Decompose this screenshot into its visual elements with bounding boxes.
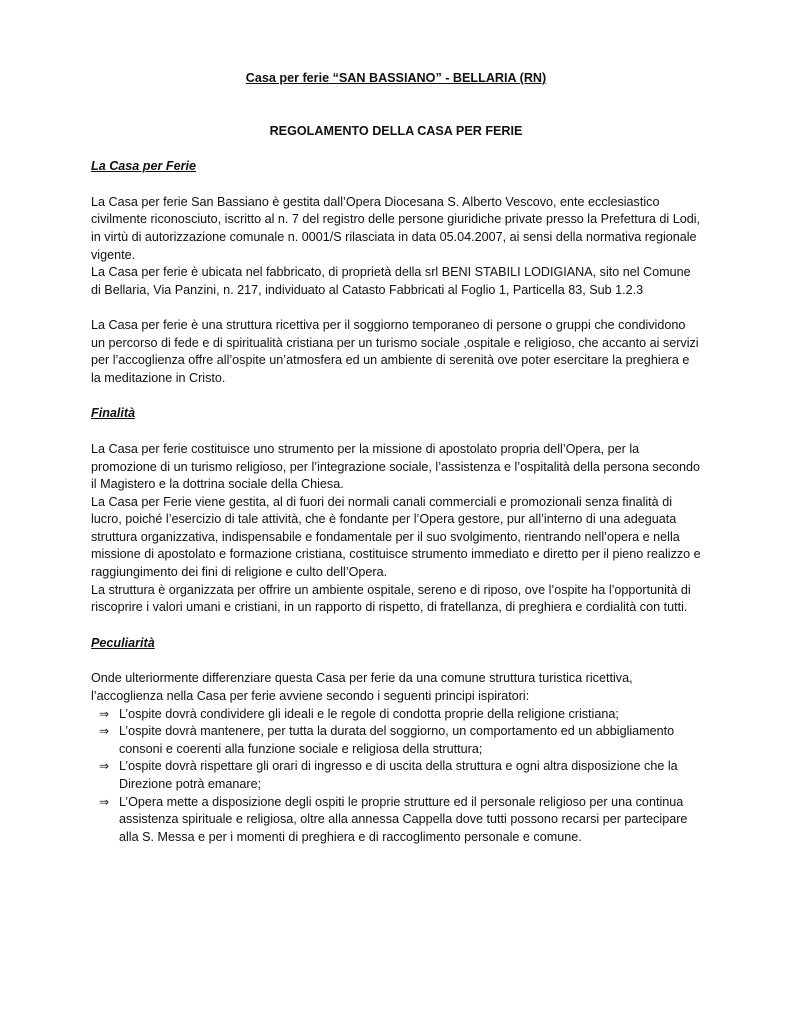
paragraph: La struttura è organizzata per offrire un ambiente ospitale, sereno e di riposo, ove l’ospite ha l’opportunità di riscoprire i valori umani e cristiani, in un rapporto di rispetto, di fratellanza, di preghiera e cordialità con tutti. [91, 582, 691, 615]
arrow-right-icon: ⇒ [99, 759, 110, 774]
section-finalita [91, 405, 701, 617]
section-casa [91, 158, 701, 387]
paragraph: La Casa per Ferie viene gestita, al di fuori dei normali canali commerciali e promozionali senza finalità di lucro, poiché l’esercizio di tale attività, che è fondante per l’Opera gestore, pur all’interno di una adeguata struttura organizzativa, indispensabile e fondamentale per il suo svolgimento, rientrando nell’opera e nella missione di apostolato e formazione cristiana, costituisce strumento immediato e diretto per il pieno realizzo e raggiungimento dei fini di religione e culto dell’Opera. [91, 494, 701, 580]
list-item [91, 706, 701, 724]
list-item-text: L’ospite dovrà condividere gli ideali e le regole di condotta proprie della religione cristiana; [119, 706, 619, 721]
document-subtitle: REGOLAMENTO DELLA CASA PER FERIE [269, 123, 523, 138]
list-item [91, 723, 701, 758]
list-item [91, 758, 701, 793]
arrow-right-icon: ⇒ [99, 724, 110, 739]
list-item-text: L’ospite dovrà mantenere, per tutta la durata del soggiorno, un comportamento ed un abbigliamento consoni e coerenti alla funzione sociale e religiosa della struttura; [119, 724, 675, 756]
paragraph: Onde ulteriormente differenziare questa Casa per ferie da una comune struttura turistica ricettiva, l’accoglienza nella Casa per ferie avviene secondo i seguenti principi ispiratori: [91, 671, 633, 704]
list-item-text: L’Opera mette a disposizione degli ospiti le proprie strutture ed il personale religioso per una continua assistenza spirituale e religiosa, oltre alla annessa Cappella dove tutti possono recarsi per partecipare alla S. Messa e per i momenti di preghiera e di raccoglimento personale e comune. [119, 794, 688, 844]
document-page [91, 70, 701, 846]
paragraph: La Casa per ferie è una struttura ricettiva per il soggiorno temporaneo di persone o gruppi che condividono un percorso di fede e di spiritualità cristiana per un turismo sociale ,ospitale e religioso, che accanto ai servizi per l’accoglienza offre all’ospite un’atmosfera ed un ambiente di serenità ove poter esercitare la preghiera e la meditazione in Cristo. [91, 317, 699, 385]
paragraph: La Casa per ferie costituisce uno strumento per la missione di apostolato propria dell’Opera, per la promozione di un turismo religioso, per l’integrazione sociale, l’assistenza e l’ospitalità della persona secondo il Magistero e la dottrina sociale della Chiesa. [91, 441, 701, 492]
section-peculiarita [91, 635, 701, 847]
section-heading-peculiarita: Peculiarità [91, 635, 155, 650]
document-title: Casa per ferie “SAN BASSIANO” - BELLARIA (RN) [245, 71, 547, 85]
list-item-text: L’ospite dovrà rispettare gli orari di ingresso e di uscita della struttura e ogni altra disposizione che la Direzione potrà emanare; [119, 759, 678, 791]
section-heading-casa: La Casa per Ferie [91, 159, 196, 174]
arrow-right-icon: ⇒ [99, 794, 110, 809]
paragraph: La Casa per ferie San Bassiano è gestita dall’Opera Diocesana S. Alberto Vescovo, ente ecclesiastico civilmente riconosciuto, iscritto al n. 7 del registro delle persone giuridiche private presso la Prefettura di Lodi, in virtù di autorizzazione comunale n. 0001/S rilasciata in data 05.04.2007, ai sensi della normativa regionale vigente. [91, 194, 701, 262]
list-item [91, 794, 701, 847]
arrow-right-icon: ⇒ [99, 706, 110, 721]
paragraph: La Casa per ferie è ubicata nel fabbricato, di proprietà della srl BENI STABILI LODIGIANA, sito nel Comune di Bellaria, Via Panzini, n. 217, individuato al Catasto Fabbricati al Foglio 1, Particella 83, Sub 1.2.3 [91, 265, 691, 297]
principles-list [91, 706, 701, 847]
section-heading-finalita: Finalità [91, 406, 136, 421]
